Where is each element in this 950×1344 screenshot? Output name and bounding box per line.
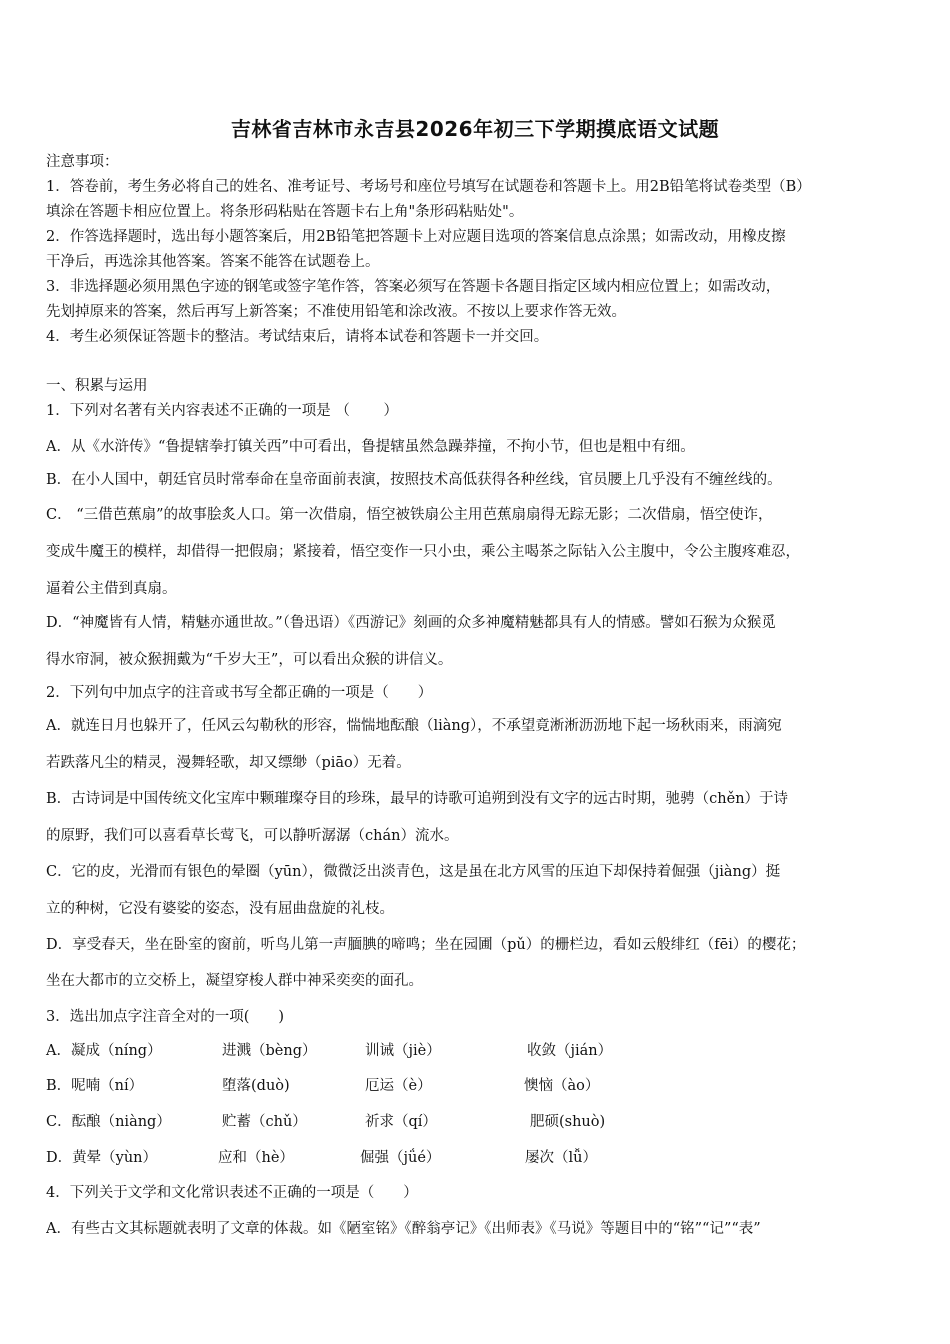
notice-line: 填涂在答题卡相应位置上。将条形码粘贴在答题卡右上角"条形码粘贴处"。 [46,204,524,220]
question-3-option-b-3: 厄运（è） [365,1078,432,1094]
question-3-stem: 3．选出加点字注音全对的一项( ) [46,1009,285,1025]
question-1-option-d: D．“神魔皆有人情，精魅亦通世故。”（鲁迅语）《西游记》刻画的众多神魔精魅都具有人的情感。譬如石猴为众猴觅 [46,615,776,631]
question-2-option-b-cont: 的原野，我们可以喜看草长莺飞，可以静听潺潺（chán）流水。 [46,828,459,844]
question-3-option-a-2: 进溅（bèng） [222,1043,317,1059]
question-3-option-d-4: 屡次（lǚ） [525,1150,597,1166]
question-3-option-c-1: C．酝酿（niàng） [46,1114,171,1130]
question-2-option-a-cont: 若跌落凡尘的精灵，漫舞轻歌，却又缥缈（piāo）无着。 [46,755,411,771]
question-4-option-a: A．有些古文其标题就表明了文章的体裁。如《陋室铭》《醉翁亭记》《出师表》《马说》等题目中的“铭”“记”“表” [46,1221,761,1237]
question-1-option-c-cont: 变成牛魔王的模样，却借得一把假扇；紧接着，悟空变作一只小虫，乘公主喝茶之际钻入公主腹中，令公主腹疼难忍， [46,544,800,560]
question-3-option-d-2: 应和（hè） [218,1150,294,1166]
question-2-option-d-cont: 坐在大都市的立交桥上，凝望穿梭人群中神采奕奕的面孔。 [46,973,423,989]
page-title: 吉林省吉林市永吉县2026年初三下学期摸底语文试题 [230,117,720,141]
question-1-option-c: C． “三借芭蕉扇”的故事脍炙人口。第一次借扇，悟空被铁扇公主用芭蕉扇扇得无踪无影；二次借扇，悟空使诈， [46,507,773,523]
question-2-option-c-cont: 立的种树，它没有婆娑的姿态，没有屈曲盘旋的礼枝。 [46,901,394,917]
question-3-option-b-1: B．呢喃（ní） [46,1078,144,1094]
question-3-option-d-1: D．黄晕（yùn） [46,1150,157,1166]
question-1-option-c-cont: 逼着公主借到真扇。 [46,581,177,597]
notice-heading: 注意事项： [46,154,119,170]
question-2-option-c: C．它的皮，光滑而有银色的晕圈（yūn），微微泛出淡青色，这是虽在北方风雪的压迫下却保持着倔强（jiàng）挺 [46,864,781,880]
question-3-option-d-3: 倔强（jǘé） [360,1150,441,1166]
question-2-option-d: D．享受春天，坐在卧室的窗前，听鸟儿第一声腼腆的啼鸣；坐在园圃（pǔ）的栅栏边，看如云般绯红（fēi）的樱花； [46,937,806,953]
notice-line: 3．非选择题必须用黑色字迹的钢笔或签字笔作答，答案必须写在答题卡各题目指定区域内相应位置上；如需改动， [46,279,781,295]
question-1-option-a: A．从《水浒传》“鲁提辖拳打镇关西”中可看出，鲁提辖虽然急躁莽撞，不拘小节，但也是粗中有细。 [46,439,695,455]
question-3-option-b-2: 堕落(duò) [222,1078,290,1094]
question-3-option-c-3: 祈求（qí） [365,1114,437,1130]
section-heading: 一、积累与运用 [46,378,148,394]
question-1-stem: 1．下列对名著有关内容表述不正确的一项是 （ ） [46,403,398,419]
question-2-option-b: B．古诗词是中国传统文化宝库中颗璀璨夺目的珍珠，最早的诗歌可追朔到没有文字的远古时期，驰骋（chěn）于诗 [46,791,789,807]
question-2-stem: 2．下列句中加点字的注音或书写全都正确的一项是（ ） [46,685,433,701]
question-1-option-d-cont: 得水帘洞，被众猴拥戴为“千岁大王”，可以看出众猴的讲信义。 [46,652,453,668]
question-4-stem: 4．下列关于文学和文化常识表述不正确的一项是（ ） [46,1185,418,1201]
question-1-option-b: B．在小人国中，朝廷官员时常奉命在皇帝面前表演，按照技术高低获得各种丝线，官员腰上几乎没有不缠丝线的。 [46,472,782,488]
question-3-option-b-4: 懊恼（ào） [524,1078,600,1094]
question-3-option-a-1: A．凝成（níng） [46,1043,162,1059]
notice-line: 先划掉原来的答案，然后再写上新答案；不准使用铅笔和涂改液。不按以上要求作答无效。 [46,304,626,320]
notice-line: 干净后，再选涂其他答案。答案不能答在试题卷上。 [46,254,380,270]
notice-line: 1．答卷前，考生务必将自己的姓名、准考证号、考场号和座位号填写在试题卷和答题卡上。用2B铅笔将试卷类型（B） [46,179,811,195]
question-3-option-a-4: 收敛（jián） [527,1043,613,1059]
notice-line: 4．考生必须保证答题卡的整洁。考试结束后，请将本试卷和答题卡一并交回。 [46,329,549,345]
question-3-option-c-2: 贮蓄（chǔ） [222,1114,307,1130]
question-3-option-c-4: 肥硕(shuò) [530,1114,606,1130]
notice-line: 2．作答选择题时，选出每小题答案后，用2B铅笔把答题卡上对应题目选项的答案信息点涂黑；如需改动，用橡皮擦 [46,229,786,245]
question-3-option-a-3: 训诫（jiè） [365,1043,441,1059]
question-2-option-a: A．就连日月也躲开了，任风云勾勒秋的形容，惴惴地酝酿（liàng），不承望竟淅淅沥沥地下起一场秋雨来，雨滴宛 [46,718,782,734]
